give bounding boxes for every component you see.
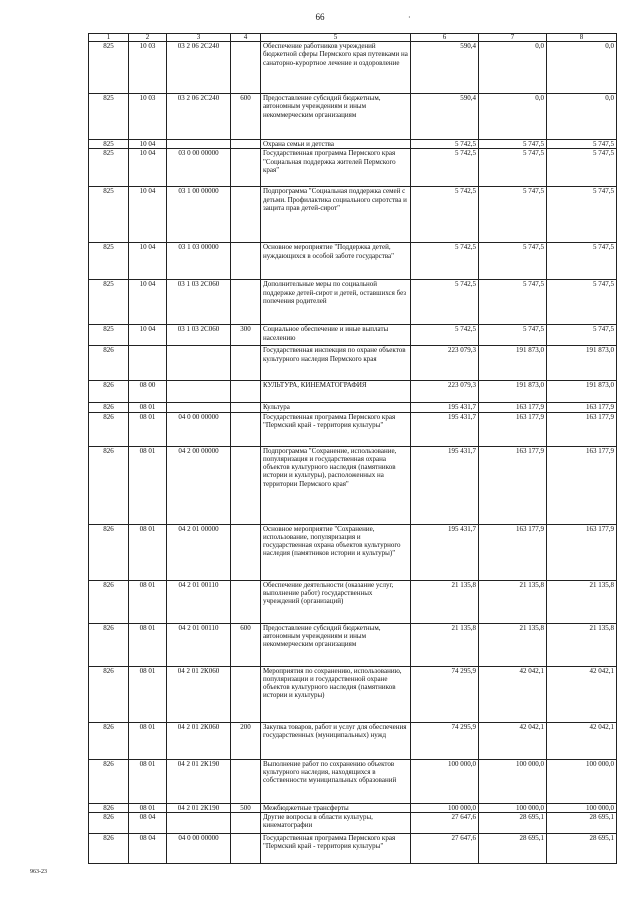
admin-code-cell: 826 xyxy=(89,446,129,524)
amount-2025-cell: 28 695,1 xyxy=(547,812,617,833)
amount-2024-cell: 5 747,5 xyxy=(479,140,547,149)
name-cell: Государственная инспекция по охране объектов культурного наследия Пермского края xyxy=(261,346,411,381)
section-code-cell: 08 01 xyxy=(129,803,167,812)
target-article-cell xyxy=(167,140,231,149)
amount-2023-cell: 5 742,5 xyxy=(411,280,479,325)
amount-2023-cell: 223 079,3 xyxy=(411,346,479,381)
amount-2024-cell: 5 747,5 xyxy=(479,187,547,243)
name-cell: Культура xyxy=(261,403,411,412)
amount-2025-cell: 21 135,8 xyxy=(547,623,617,666)
section-code-cell: 10 03 xyxy=(129,94,167,140)
amount-2024-cell: 21 135,8 xyxy=(479,623,547,666)
admin-code-cell: 825 xyxy=(89,280,129,325)
amount-2024-cell: 28 695,1 xyxy=(479,812,547,833)
table-row xyxy=(89,812,617,833)
admin-code-cell: 825 xyxy=(89,42,129,94)
target-article-cell: 03 2 06 2С240 xyxy=(167,94,231,140)
amount-2025-cell: 191 873,0 xyxy=(547,381,617,403)
amount-2024-cell: 42 042,1 xyxy=(479,722,547,759)
amount-2025-cell: 0,0 xyxy=(547,42,617,94)
amount-2023-cell: 5 742,5 xyxy=(411,149,479,187)
section-code-cell xyxy=(129,346,167,381)
section-code-cell: 08 01 xyxy=(129,666,167,722)
table-row xyxy=(89,381,617,403)
target-article-cell: 04 2 01 00110 xyxy=(167,580,231,623)
expense-type-cell xyxy=(231,580,261,623)
section-code-cell: 10 04 xyxy=(129,140,167,149)
target-article-cell: 04 0 00 00000 xyxy=(167,412,231,446)
target-article-cell xyxy=(167,403,231,412)
admin-code-cell: 826 xyxy=(89,412,129,446)
amount-2023-cell: 590,4 xyxy=(411,42,479,94)
col-header-3: 3 xyxy=(167,34,231,42)
table-row xyxy=(89,524,617,580)
target-article-cell: 03 1 00 00000 xyxy=(167,187,231,243)
table-row xyxy=(89,187,617,243)
amount-2024-cell: 5 747,5 xyxy=(479,325,547,346)
footer-code: 963-23 xyxy=(30,869,47,875)
section-code-cell: 08 01 xyxy=(129,580,167,623)
table-row xyxy=(89,580,617,623)
target-article-cell: 04 2 01 2К190 xyxy=(167,803,231,812)
col-header-2: 2 xyxy=(129,34,167,42)
name-cell: Дополнительные меры по социальной поддержке детей-сирот и детей, оставшихся без попечения родителей xyxy=(261,280,411,325)
name-cell: Основное мероприятие "Сохранение, использование, популяризация и государственная охрана объектов культурного наследия (памятников истории и культуры)" xyxy=(261,524,411,580)
target-article-cell: 03 1 03 2С060 xyxy=(167,280,231,325)
target-article-cell: 04 2 01 00110 xyxy=(167,623,231,666)
target-article-cell: 04 0 00 00000 xyxy=(167,833,231,863)
admin-code-cell: 825 xyxy=(89,140,129,149)
amount-2025-cell: 100 000,0 xyxy=(547,803,617,812)
target-article-cell: 04 2 00 00000 xyxy=(167,446,231,524)
amount-2023-cell: 74 295,9 xyxy=(411,722,479,759)
table-row xyxy=(89,42,617,94)
target-article-cell: 04 2 01 00000 xyxy=(167,524,231,580)
expense-type-cell xyxy=(231,42,261,94)
col-header-7: 7 xyxy=(479,34,547,42)
target-article-cell: 03 2 06 2С240 xyxy=(167,42,231,94)
table-row xyxy=(89,325,617,346)
section-code-cell: 10 04 xyxy=(129,325,167,346)
amount-2024-cell: 28 695,1 xyxy=(479,833,547,863)
col-header-4: 4 xyxy=(231,34,261,42)
table-row xyxy=(89,280,617,325)
amount-2025-cell: 42 042,1 xyxy=(547,722,617,759)
amount-2023-cell: 74 295,9 xyxy=(411,666,479,722)
amount-2024-cell: 0,0 xyxy=(479,94,547,140)
amount-2024-cell: 5 747,5 xyxy=(479,243,547,280)
admin-code-cell: 826 xyxy=(89,666,129,722)
target-article-cell: 04 2 01 2К060 xyxy=(167,722,231,759)
expense-type-cell xyxy=(231,833,261,863)
admin-code-cell: 825 xyxy=(89,325,129,346)
section-code-cell: 08 01 xyxy=(129,446,167,524)
amount-2024-cell: 191 873,0 xyxy=(479,346,547,381)
admin-code-cell: 826 xyxy=(89,722,129,759)
amount-2024-cell: 42 042,1 xyxy=(479,666,547,722)
amount-2023-cell: 100 000,0 xyxy=(411,759,479,803)
target-article-cell: 03 1 03 2С060 xyxy=(167,325,231,346)
amount-2024-cell: 163 177,9 xyxy=(479,524,547,580)
name-cell: Мероприятия по сохранению, использованию, популяризации и государственной охране объектов культурного наследия (памятников истории и культуры) xyxy=(261,666,411,722)
target-article-cell: 03 1 03 00000 xyxy=(167,243,231,280)
amount-2023-cell: 223 079,3 xyxy=(411,381,479,403)
expense-type-cell xyxy=(231,812,261,833)
table-row xyxy=(89,759,617,803)
amount-2023-cell: 21 135,8 xyxy=(411,623,479,666)
amount-2025-cell: 0,0 xyxy=(547,94,617,140)
table-row xyxy=(89,403,617,412)
amount-2025-cell: 163 177,9 xyxy=(547,412,617,446)
expense-type-cell xyxy=(231,666,261,722)
amount-2025-cell: 191 873,0 xyxy=(547,346,617,381)
expense-type-cell: 300 xyxy=(231,325,261,346)
name-cell: Основное мероприятие "Поддержка детей, нуждающихся в особой заботе государства" xyxy=(261,243,411,280)
expense-type-cell: 500 xyxy=(231,803,261,812)
target-article-cell xyxy=(167,346,231,381)
table-row xyxy=(89,243,617,280)
expense-type-cell: 600 xyxy=(231,94,261,140)
table-row xyxy=(89,149,617,187)
admin-code-cell: 826 xyxy=(89,803,129,812)
expense-type-cell: 200 xyxy=(231,722,261,759)
amount-2024-cell: 100 000,0 xyxy=(479,803,547,812)
amount-2025-cell: 5 747,5 xyxy=(547,243,617,280)
expense-type-cell xyxy=(231,280,261,325)
admin-code-cell: 826 xyxy=(89,381,129,403)
name-cell: Обеспечение работников учреждений бюджетной сферы Пермского края путевками на санаторно-курортное лечение и оздоровление xyxy=(261,42,411,94)
section-code-cell: 10 04 xyxy=(129,280,167,325)
admin-code-cell: 826 xyxy=(89,403,129,412)
admin-code-cell: 825 xyxy=(89,149,129,187)
table-body xyxy=(89,42,617,864)
name-cell: Межбюджетные трансферты xyxy=(261,803,411,812)
table-row xyxy=(89,722,617,759)
table-row xyxy=(89,412,617,446)
admin-code-cell: 825 xyxy=(89,94,129,140)
name-cell: Предоставление субсидий бюджетным, автономным учреждениям и иным некоммерческим организациям xyxy=(261,94,411,140)
amount-2023-cell: 195 431,7 xyxy=(411,403,479,412)
expense-type-cell xyxy=(231,759,261,803)
col-header-6: 6 xyxy=(411,34,479,42)
amount-2023-cell: 590,4 xyxy=(411,94,479,140)
table-row xyxy=(89,623,617,666)
expense-type-cell xyxy=(231,346,261,381)
amount-2025-cell: 163 177,9 xyxy=(547,446,617,524)
amount-2024-cell: 163 177,9 xyxy=(479,412,547,446)
section-code-cell: 10 04 xyxy=(129,243,167,280)
expense-type-cell xyxy=(231,149,261,187)
amount-2023-cell: 21 135,8 xyxy=(411,580,479,623)
amount-2024-cell: 163 177,9 xyxy=(479,403,547,412)
name-cell: Государственная программа Пермского края "Пермский край - территория культуры" xyxy=(261,833,411,863)
amount-2024-cell: 21 135,8 xyxy=(479,580,547,623)
table-row xyxy=(89,833,617,863)
admin-code-cell: 825 xyxy=(89,187,129,243)
expense-type-cell xyxy=(231,381,261,403)
table-row xyxy=(89,803,617,812)
name-cell: Государственная программа Пермского края "Социальная поддержка жителей Пермского края" xyxy=(261,149,411,187)
section-code-cell: 08 01 xyxy=(129,623,167,666)
name-cell: Подпрограмма "Сохранение, использование, популяризация и государственная охрана объектов культурного наследия (памятников истории и культуры), расположенных на территории Пермского края" xyxy=(261,446,411,524)
table-row xyxy=(89,666,617,722)
amount-2025-cell: 21 135,8 xyxy=(547,580,617,623)
amount-2023-cell: 5 742,5 xyxy=(411,325,479,346)
amount-2025-cell: 5 747,5 xyxy=(547,140,617,149)
section-code-cell: 10 03 xyxy=(129,42,167,94)
amount-2023-cell: 5 742,5 xyxy=(411,187,479,243)
section-code-cell: 08 01 xyxy=(129,759,167,803)
name-cell: Другие вопросы в области культуры, кинематографии xyxy=(261,812,411,833)
section-code-cell: 08 01 xyxy=(129,524,167,580)
amount-2023-cell: 27 647,6 xyxy=(411,833,479,863)
target-article-cell xyxy=(167,381,231,403)
target-article-cell: 04 2 01 2К190 xyxy=(167,759,231,803)
amount-2025-cell: 5 747,5 xyxy=(547,325,617,346)
table-row xyxy=(89,346,617,381)
expense-type-cell xyxy=(231,403,261,412)
amount-2024-cell: 100 000,0 xyxy=(479,759,547,803)
amount-2023-cell: 27 647,6 xyxy=(411,812,479,833)
expense-type-cell xyxy=(231,412,261,446)
target-article-cell: 04 2 01 2К060 xyxy=(167,666,231,722)
col-header-1: 1 xyxy=(89,34,129,42)
col-header-8: 8 xyxy=(547,34,617,42)
amount-2024-cell: 191 873,0 xyxy=(479,381,547,403)
admin-code-cell: 826 xyxy=(89,833,129,863)
name-cell: Социальное обеспечение и иные выплаты населению xyxy=(261,325,411,346)
col-header-5: 5 xyxy=(261,34,411,42)
table-header-row xyxy=(89,34,617,42)
table-row xyxy=(89,446,617,524)
amount-2025-cell: 42 042,1 xyxy=(547,666,617,722)
admin-code-cell: 826 xyxy=(89,623,129,666)
admin-code-cell: 826 xyxy=(89,580,129,623)
admin-code-cell: 826 xyxy=(89,759,129,803)
scan-dot: · xyxy=(408,13,411,22)
amount-2024-cell: 163 177,9 xyxy=(479,446,547,524)
section-code-cell: 08 04 xyxy=(129,833,167,863)
budget-table xyxy=(88,33,617,864)
name-cell: Подпрограмма "Социальная поддержка семей с детьми. Профилактика социального сиротства и защита прав детей-сирот" xyxy=(261,187,411,243)
amount-2024-cell: 5 747,5 xyxy=(479,149,547,187)
amount-2024-cell: 5 747,5 xyxy=(479,280,547,325)
name-cell: Предоставление субсидий бюджетным, автономным учреждениям и иным некоммерческим организациям xyxy=(261,623,411,666)
section-code-cell: 08 01 xyxy=(129,412,167,446)
amount-2025-cell: 5 747,5 xyxy=(547,280,617,325)
section-code-cell: 08 01 xyxy=(129,403,167,412)
section-code-cell: 08 01 xyxy=(129,722,167,759)
page-number: 66 xyxy=(315,12,325,22)
target-article-cell xyxy=(167,812,231,833)
amount-2025-cell: 100 000,0 xyxy=(547,759,617,803)
admin-code-cell: 826 xyxy=(89,346,129,381)
admin-code-cell: 826 xyxy=(89,524,129,580)
target-article-cell: 03 0 00 00000 xyxy=(167,149,231,187)
expense-type-cell xyxy=(231,446,261,524)
expense-type-cell: 600 xyxy=(231,623,261,666)
amount-2025-cell: 5 747,5 xyxy=(547,187,617,243)
name-cell: Закупка товаров, работ и услуг для обеспечения государственных (муниципальных) нужд xyxy=(261,722,411,759)
section-code-cell: 10 04 xyxy=(129,149,167,187)
amount-2023-cell: 5 742,5 xyxy=(411,140,479,149)
table-row xyxy=(89,94,617,140)
amount-2023-cell: 195 431,7 xyxy=(411,446,479,524)
table-row xyxy=(89,140,617,149)
name-cell: Обеспечение деятельности (оказание услуг, выполнение работ) государственных учреждений (организаций) xyxy=(261,580,411,623)
amount-2025-cell: 5 747,5 xyxy=(547,149,617,187)
expense-type-cell xyxy=(231,140,261,149)
amount-2023-cell: 5 742,5 xyxy=(411,243,479,280)
amount-2023-cell: 195 431,7 xyxy=(411,412,479,446)
amount-2024-cell: 0,0 xyxy=(479,42,547,94)
admin-code-cell: 826 xyxy=(89,812,129,833)
section-code-cell: 08 04 xyxy=(129,812,167,833)
name-cell: КУЛЬТУРА, КИНЕМАТОГРАФИЯ xyxy=(261,381,411,403)
admin-code-cell: 825 xyxy=(89,243,129,280)
section-code-cell: 08 00 xyxy=(129,381,167,403)
name-cell: Охрана семьи и детства xyxy=(261,140,411,149)
expense-type-cell xyxy=(231,243,261,280)
amount-2025-cell: 28 695,1 xyxy=(547,833,617,863)
amount-2025-cell: 163 177,9 xyxy=(547,524,617,580)
amount-2023-cell: 100 000,0 xyxy=(411,803,479,812)
name-cell: Государственная программа Пермского края "Пермский край - территория культуры" xyxy=(261,412,411,446)
name-cell: Выполнение работ по сохранению объектов культурного наследия, находящихся в собственности муниципальных образований xyxy=(261,759,411,803)
expense-type-cell xyxy=(231,524,261,580)
section-code-cell: 10 04 xyxy=(129,187,167,243)
expense-type-cell xyxy=(231,187,261,243)
amount-2025-cell: 163 177,9 xyxy=(547,403,617,412)
amount-2023-cell: 195 431,7 xyxy=(411,524,479,580)
